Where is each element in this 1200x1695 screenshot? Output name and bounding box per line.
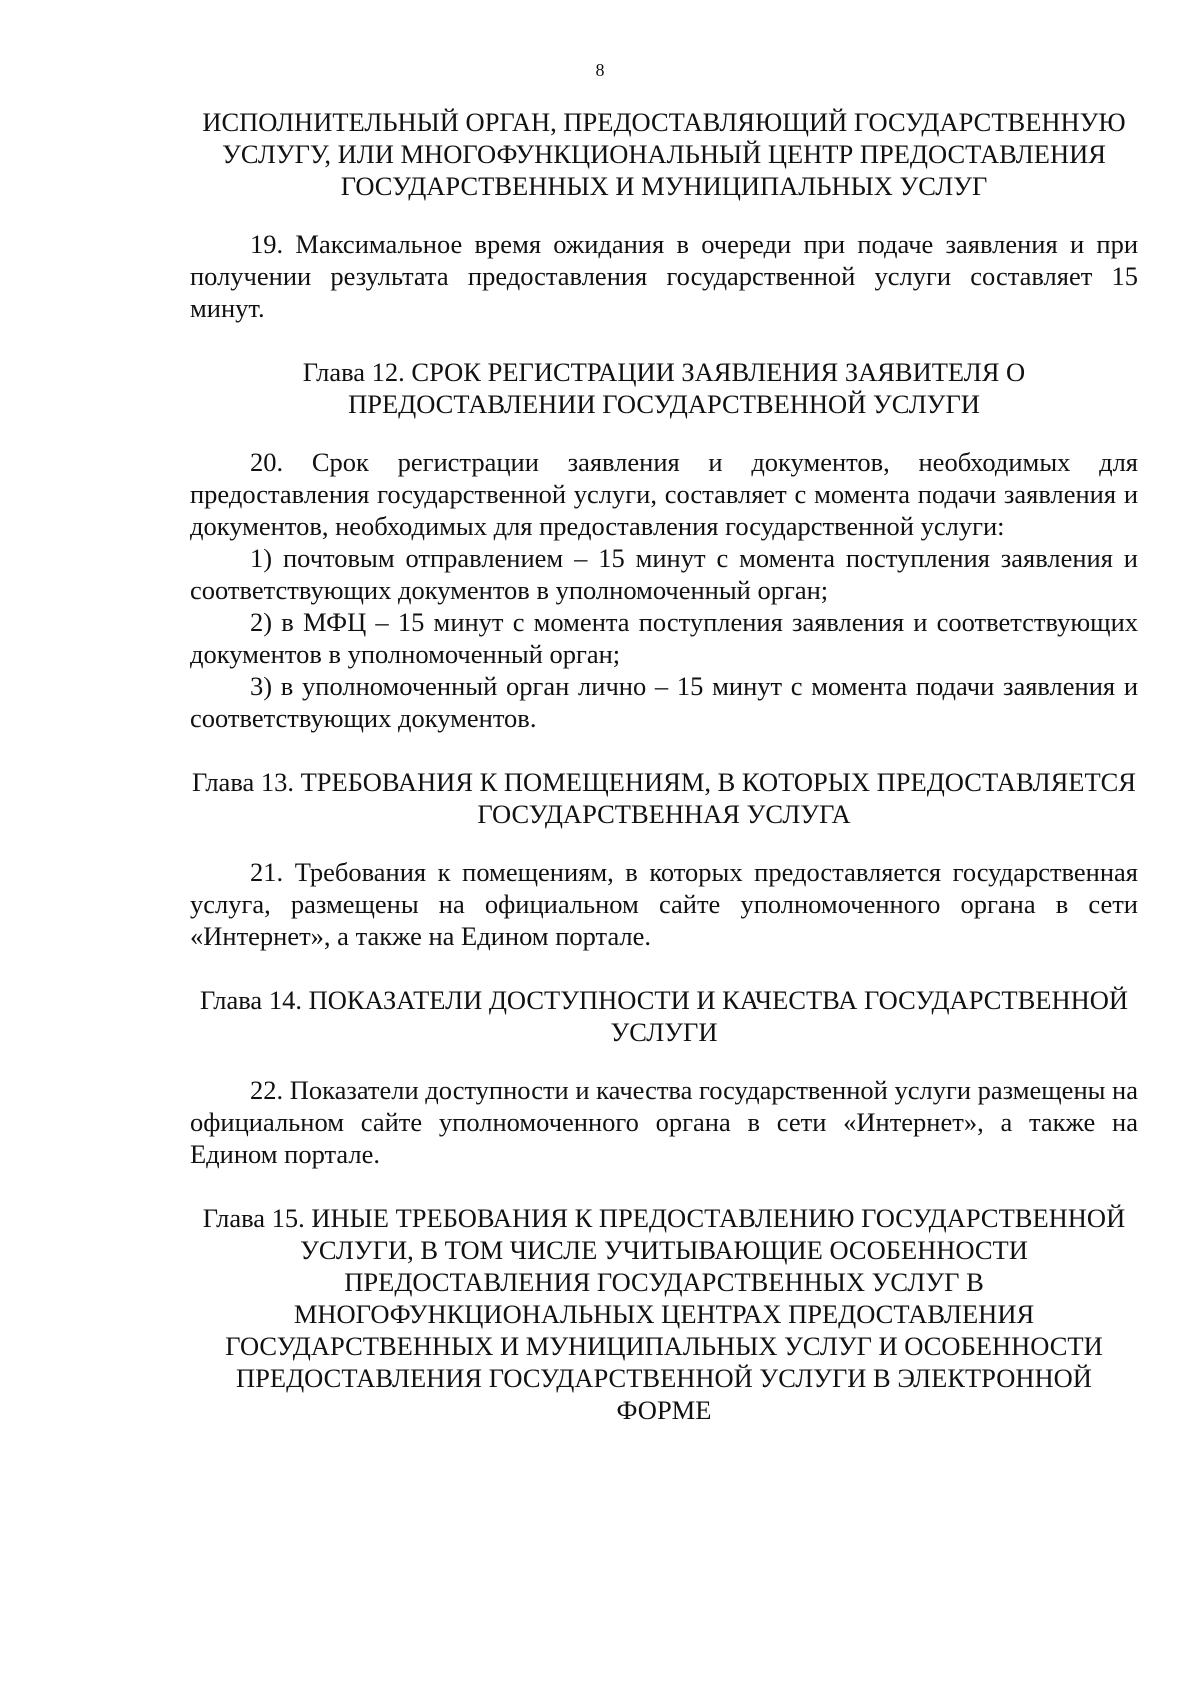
paragraph-20-item-2: 2) в МФЦ – 15 минут с момента поступления заявления и соответствующих документов в уполномоченный орган; (190, 607, 1138, 669)
chapter-15-heading: Глава 15. ИНЫЕ ТРЕБОВАНИЯ К ПРЕДОСТАВЛЕНИЮ ГОСУДАРСТВЕННОЙ УСЛУГИ, В ТОМ ЧИСЛЕ УЧИТЫВАЮЩИЕ ОСОБЕННОСТИ ПРЕДОСТАВЛЕНИЯ ГОСУДАРСТВЕННЫХ УСЛУГ В МНОГОФУНКЦИОНАЛЬНЫХ ЦЕНТРАХ ПРЕДОСТАВЛЕНИЯ ГОСУДАРСТВЕННЫХ И МУНИЦИПАЛЬНЫХ УСЛУГ И ОСОБЕННОСТИ ПРЕДОСТАВЛЕНИЯ ГОСУДАРСТВЕННОЙ УСЛУГИ В ЭЛЕКТРОННОЙ ФОРМЕ (202, 1203, 1126, 1425)
paragraph-22: 22. Показатели доступности и качества государственной услуги размещены на официальном сайте уполномоченного органа в сети «Интернет», а также на Едином портале. (190, 1075, 1138, 1169)
chapter-13-heading: Глава 13. ТРЕБОВАНИЯ К ПОМЕЩЕНИЯМ, В КОТОРЫХ ПРЕДОСТАВЛЯЕТСЯ ГОСУДАРСТВЕННАЯ УСЛУГА (192, 767, 1136, 829)
paragraph-21: 21. Требования к помещениям, в которых предоставляется государственная услуга, размещены на официальном сайте уполномоченного органа в сети «Интернет», а также на Едином портале. (190, 857, 1138, 951)
chapter-12-heading: Глава 12. СРОК РЕГИСТРАЦИИ ЗАЯВЛЕНИЯ ЗАЯВИТЕЛЯ О ПРЕДОСТАВЛЕНИИ ГОСУДАРСТВЕННОЙ УСЛУГИ (302, 357, 1026, 419)
paragraph-19: 19. Максимальное время ожидания в очереди при подаче заявления и при получении результата предоставления государственной услуги составляет 15 минут. (190, 229, 1138, 323)
chapter-14-heading: Глава 14. ПОКАЗАТЕЛИ ДОСТУПНОСТИ И КАЧЕСТВА ГОСУДАРСТВЕННОЙ УСЛУГИ (199, 985, 1129, 1047)
document-body (190, 100, 1138, 1426)
paragraph-20: 20. Срок регистрации заявления и документов, необходимых для предоставления государственной услуги, составляет с момента подачи заявления и документов, необходимых для предоставления государственной услуги: (190, 447, 1138, 541)
page-number: 8 (595, 60, 605, 80)
paragraph-20-item-1: 1) почтовым отправлением – 15 минут с момента поступления заявления и соответствующих документов в уполномоченный орган; (190, 543, 1138, 605)
paragraph-20-item-3: 3) в уполномоченный орган лично – 15 минут с момента подачи заявления и соответствующих документов. (190, 671, 1138, 733)
section-heading-authority: ИСПОЛНИТЕЛЬНЫЙ ОРГАН, ПРЕДОСТАВЛЯЮЩИЙ ГОСУДАРСТВЕННУЮ УСЛУГУ, ИЛИ МНОГОФУНКЦИОНАЛЬНЫЙ ЦЕНТР ПРЕДОСТАВЛЕНИЯ ГОСУДАРСТВЕННЫХ И МУНИЦИПАЛЬНЫХ УСЛУГ (202, 107, 1126, 201)
